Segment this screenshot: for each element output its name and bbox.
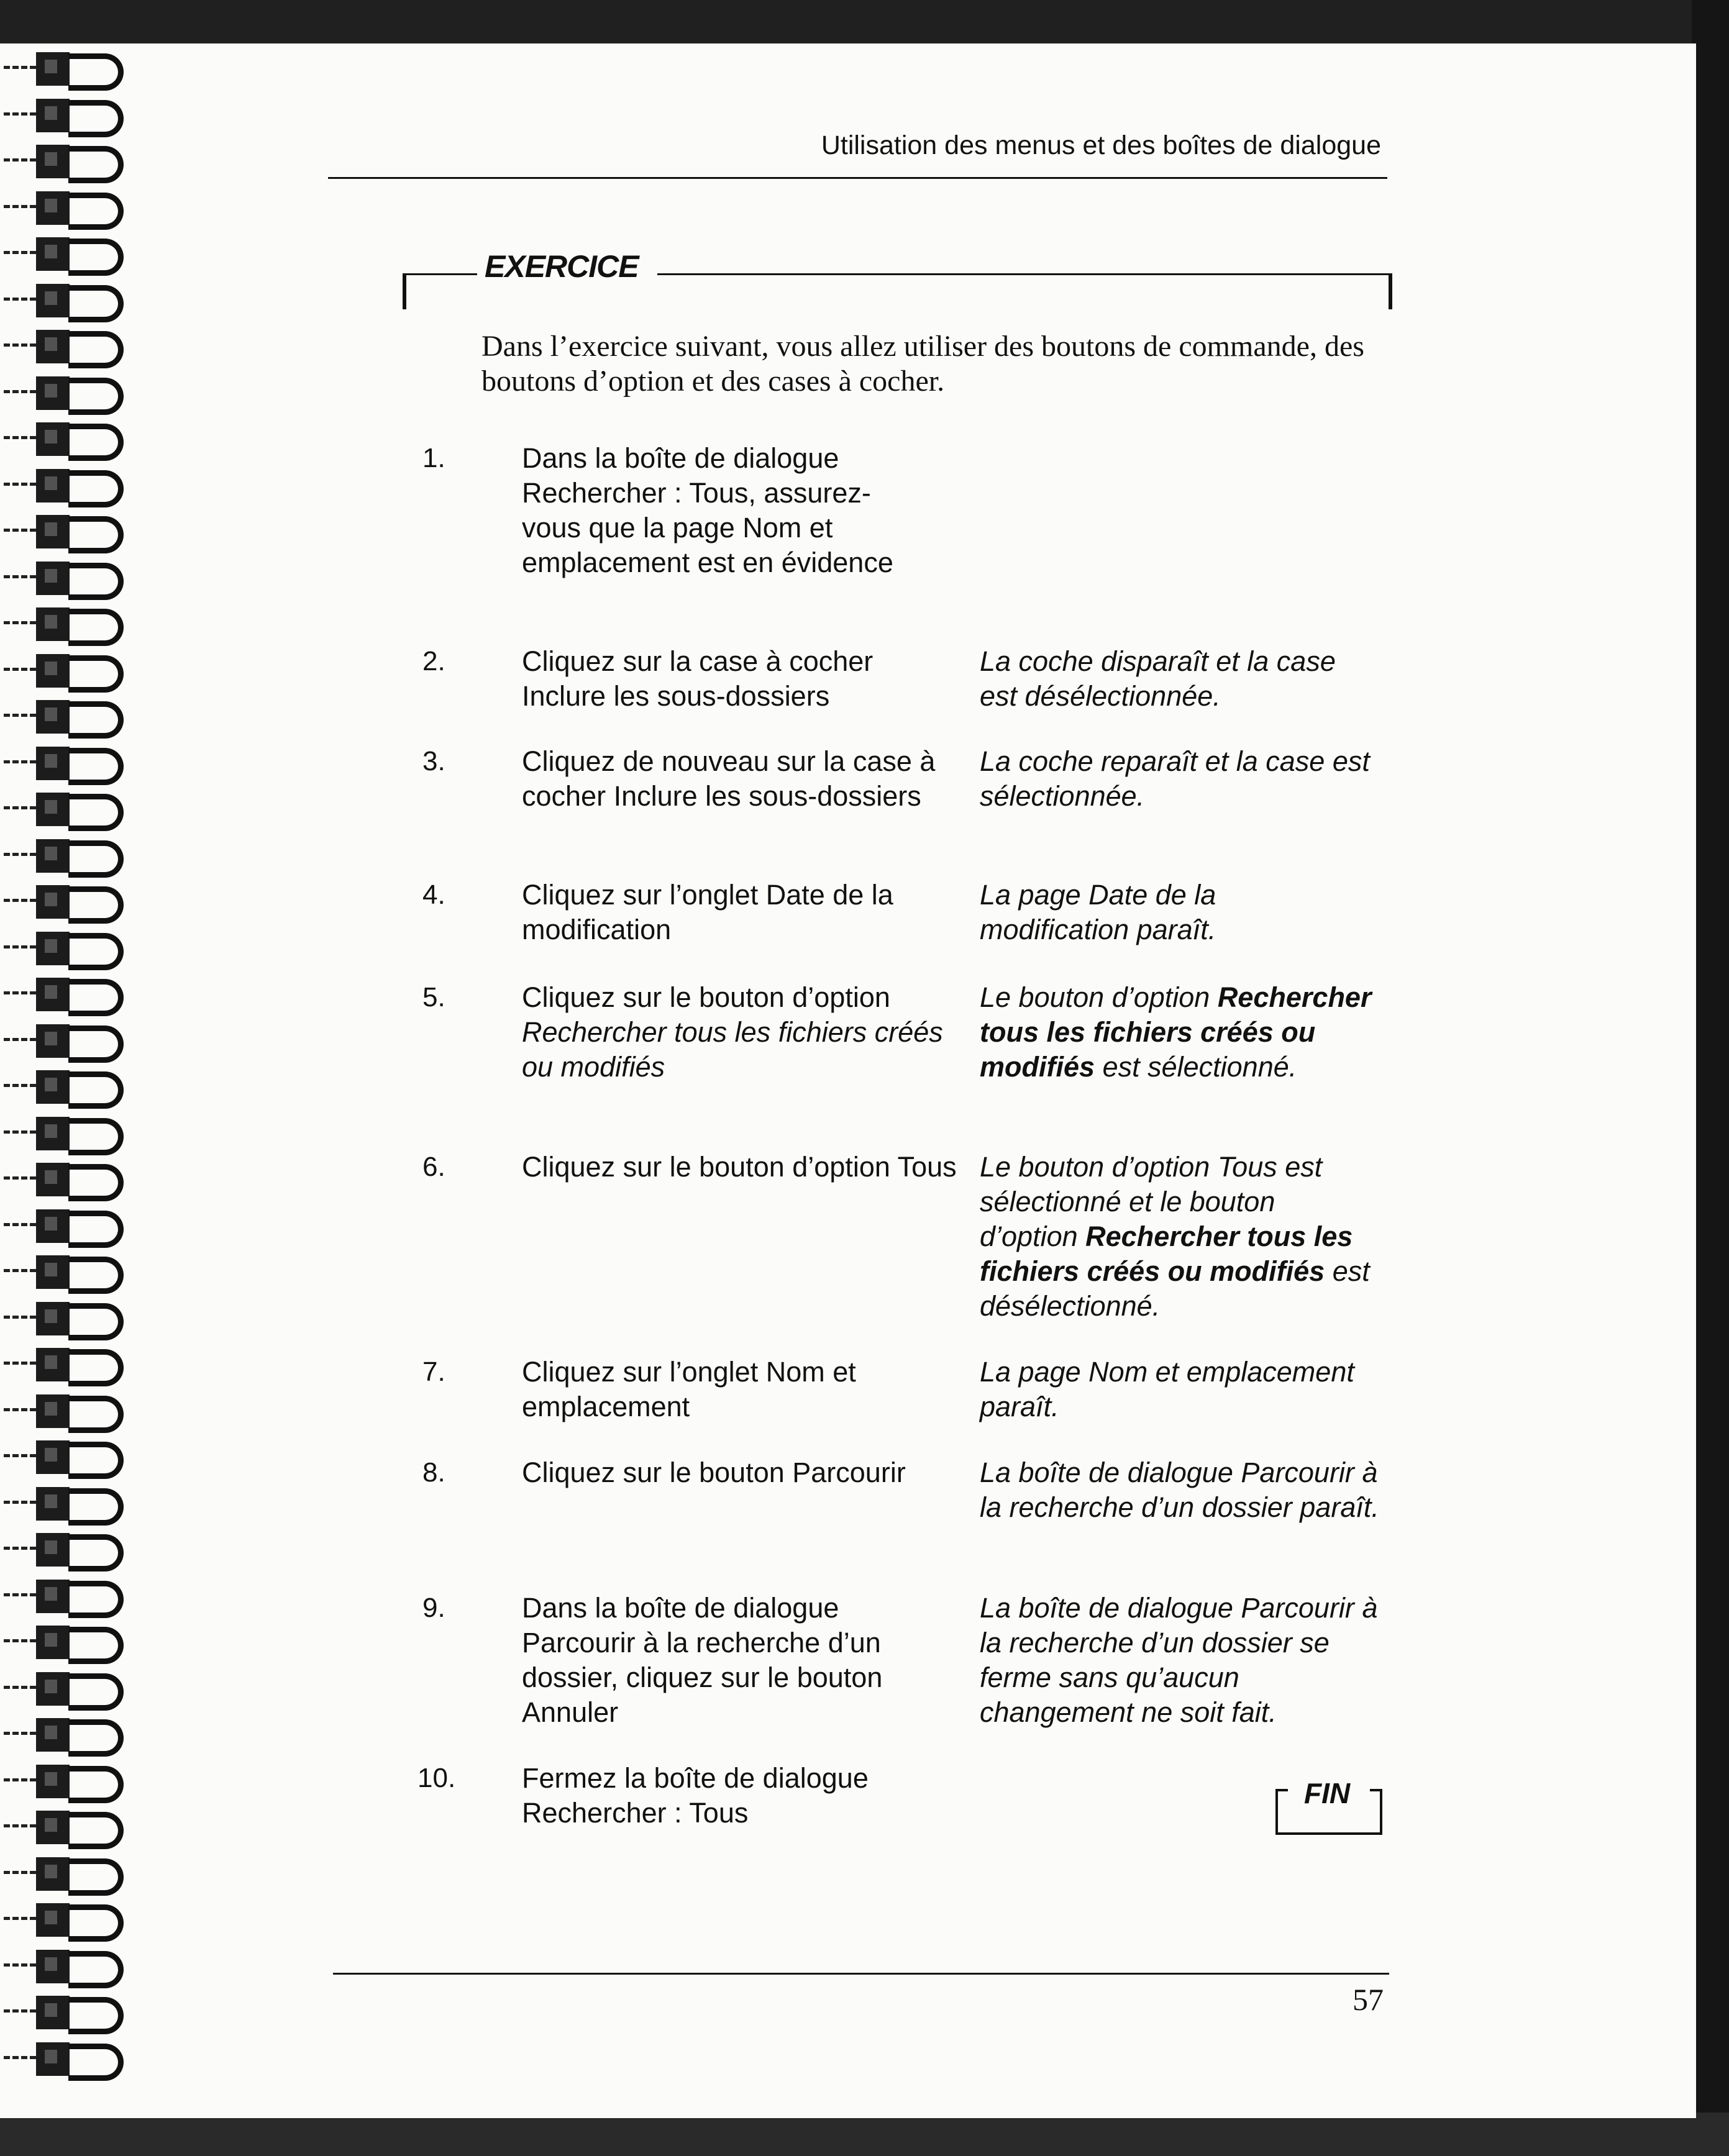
binding-ring	[0, 1716, 143, 1754]
binding-ring	[0, 1947, 143, 1986]
step-instruction: Cliquez sur le bouton d’option Tous	[522, 1151, 957, 1183]
binding-ring	[0, 1993, 143, 2032]
step-instruction: Dans la boîte de dialogue Rechercher : Tous, assurez-vous que la page Nom et emplacement est en évidence	[522, 442, 893, 578]
binding-ring	[0, 929, 143, 968]
spiral-binding	[0, 50, 143, 2112]
step-number: 4.	[422, 880, 445, 910]
result-text: Le bouton d’option	[980, 981, 1210, 1013]
binding-ring	[0, 1207, 143, 1245]
binding-ring	[0, 281, 143, 320]
result-text: Le bouton d’option Tous est sélectionné et le bouton d’option	[980, 1151, 1323, 1252]
binding-ring	[0, 1531, 143, 1569]
step-result: La coche reparaît et la case est sélectionnée.	[980, 745, 1370, 812]
binding-ring	[0, 466, 143, 505]
running-header: Utilisation des menus et des boîtes de dialogue	[821, 130, 1381, 160]
end-marker-frame	[1275, 1789, 1288, 1791]
binding-ring	[0, 1808, 143, 1847]
binding-ring	[0, 235, 143, 273]
binding-ring	[0, 2040, 143, 2078]
page-number: 57	[1353, 1982, 1384, 2017]
end-marker-frame	[1370, 1789, 1382, 1791]
step-instruction: Cliquez de nouveau sur la case à cocher Inclure les sous-dossiers	[522, 745, 936, 812]
scan-background-right	[1692, 0, 1729, 2156]
step-result: La boîte de dialogue Parcourir à la recherche d’un dossier se ferme sans qu’aucun changement ne soit fait.	[980, 1592, 1378, 1728]
exercise-intro: Dans l’exercice suivant, vous allez utiliser des boutons de commande, des boutons d’option et des cases à cocher.	[481, 330, 1364, 398]
step-instruction: Cliquez sur le bouton Parcourir	[522, 1457, 906, 1488]
step-result: La page Nom et emplacement paraît.	[980, 1356, 1354, 1422]
binding-ring	[0, 1160, 143, 1199]
binding-ring	[0, 1670, 143, 1708]
option-name: Rechercher tous les fichiers créés ou modifiés	[980, 1221, 1353, 1287]
step-instruction: Dans la boîte de dialogue Parcourir à la recherche d’un dossier, cliquez sur le bouton Annuler	[522, 1592, 883, 1728]
step-instruction	[522, 980, 957, 1085]
binding-ring	[0, 698, 143, 736]
option-name: Rechercher tous les fichiers créés ou modifiés	[980, 981, 1372, 1083]
option-name: Rechercher tous les fichiers créés ou modifiés	[522, 1016, 943, 1083]
binding-ring	[0, 1623, 143, 1662]
step-result: La page Date de la modification paraît.	[980, 879, 1216, 945]
binding-ring	[0, 96, 143, 135]
binding-ring	[0, 1392, 143, 1431]
step-result: La boîte de dialogue Parcourir à la recherche d’un dossier paraît.	[980, 1457, 1379, 1523]
binding-ring	[0, 1299, 143, 1338]
binding-ring	[0, 374, 143, 412]
binding-ring	[0, 1253, 143, 1291]
binding-ring	[0, 1114, 143, 1153]
binding-ring	[0, 189, 143, 227]
footer-rule	[333, 1973, 1389, 1975]
end-marker-frame	[1275, 1832, 1382, 1835]
scan-background-bottom	[0, 2113, 1729, 2156]
binding-ring	[0, 652, 143, 690]
binding-ring	[0, 327, 143, 366]
binding-ring	[0, 50, 143, 88]
exercise-box-top-left	[403, 273, 477, 275]
instruction-text: Cliquez sur le bouton d’option	[522, 981, 890, 1013]
binding-ring	[0, 744, 143, 783]
binding-ring	[0, 837, 143, 875]
result-text: est désélectionné.	[980, 1255, 1370, 1322]
binding-ring	[0, 605, 143, 644]
end-marker	[1275, 1777, 1382, 1835]
binding-ring	[0, 1485, 143, 1523]
exercise-title: EXERCICE	[485, 249, 639, 284]
step-instruction: Cliquez sur la case à cocher Inclure les sous-dossiers	[522, 645, 874, 712]
end-marker-frame	[1380, 1789, 1382, 1835]
step-number: 2.	[422, 646, 445, 676]
step-number: 6.	[422, 1152, 445, 1182]
binding-ring	[0, 1762, 143, 1801]
step-number: 5.	[422, 982, 445, 1012]
binding-ring	[0, 883, 143, 921]
binding-ring	[0, 420, 143, 458]
result-text: est sélectionné.	[1102, 1051, 1297, 1083]
step-number: 7.	[422, 1357, 445, 1387]
end-label: FIN	[1304, 1777, 1351, 1809]
binding-ring	[0, 1577, 143, 1616]
binding-ring	[0, 1855, 143, 1893]
header-rule	[328, 177, 1387, 179]
step-result	[980, 1150, 1377, 1324]
step-number: 10.	[417, 1763, 456, 1793]
step-instruction: Cliquez sur l’onglet Date de la modification	[522, 879, 893, 945]
binding-ring	[0, 1022, 143, 1060]
binding-ring	[0, 790, 143, 829]
binding-ring	[0, 512, 143, 551]
exercise-box-left-edge	[403, 273, 406, 309]
binding-ring	[0, 1068, 143, 1106]
step-number: 3.	[422, 746, 445, 776]
binding-ring	[0, 975, 143, 1014]
exercise-box-top-right	[657, 273, 1392, 275]
binding-ring	[0, 142, 143, 181]
end-marker-frame	[1275, 1789, 1278, 1835]
binding-ring	[0, 1438, 143, 1476]
step-instruction: Fermez la boîte de dialogue Rechercher : Tous	[522, 1762, 869, 1829]
step-number: 1.	[422, 443, 445, 473]
step-result	[980, 980, 1377, 1085]
step-number: 8.	[422, 1457, 445, 1488]
step-result: La coche disparaît et la case est désélectionnée.	[980, 645, 1336, 712]
binding-ring	[0, 1345, 143, 1384]
exercise-box-right-edge	[1389, 273, 1392, 309]
binding-ring	[0, 1901, 143, 1939]
step-number: 9.	[422, 1593, 445, 1623]
step-instruction: Cliquez sur l’onglet Nom et emplacement	[522, 1356, 856, 1422]
binding-ring	[0, 559, 143, 598]
